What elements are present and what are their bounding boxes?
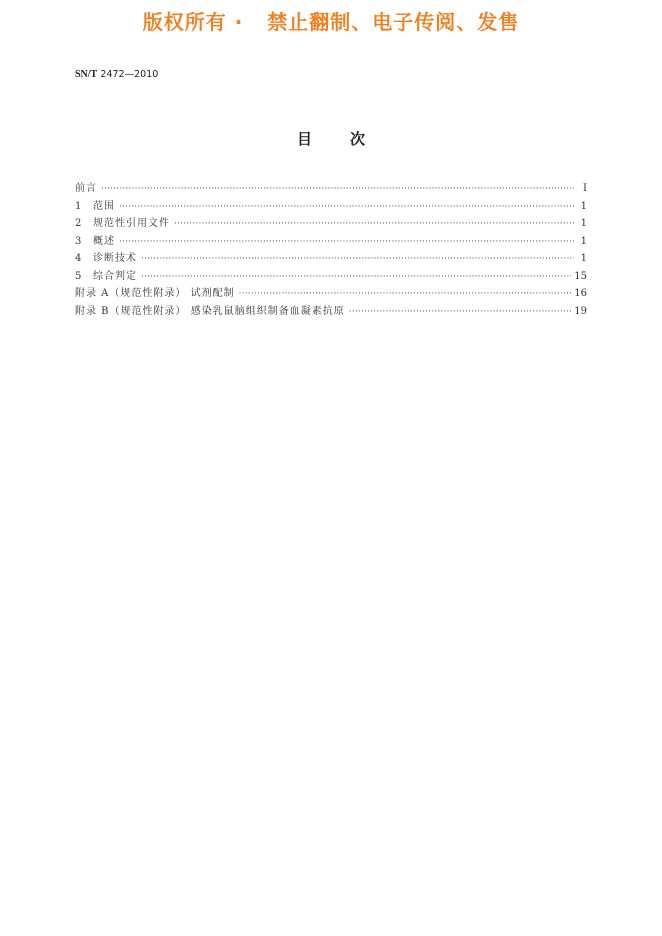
toc-entry-page: 1 [580, 218, 587, 229]
standard-code [75, 69, 158, 80]
toc-entry-5[interactable] [75, 268, 587, 286]
toc-entry-page: 16 [574, 288, 587, 299]
toc-leader-dots [119, 234, 574, 252]
toc-entry-label: 综合判定 [93, 270, 137, 282]
toc-leader-dots [141, 251, 574, 269]
toc-entry-number: 2 [75, 218, 82, 229]
toc-entry-label: 前言 [75, 183, 97, 194]
toc-entry-2[interactable] [75, 215, 587, 233]
toc-entry-page: 1 [580, 253, 587, 264]
toc-leader-dots [119, 199, 574, 217]
toc-entry-label: 附录 B（规范性附录） 感染乳鼠脑组织制备血凝素抗原 [75, 305, 345, 317]
toc-entry-page: 1 [580, 235, 587, 247]
toc-entry-label: 附录 A（规范性附录） 试剂配制 [75, 288, 235, 299]
toc-leader-dots [101, 181, 574, 199]
table-of-contents [75, 180, 587, 320]
toc-entry-page: 15 [574, 270, 587, 282]
toc-entry-1[interactable] [75, 198, 587, 216]
standard-code-number: 2472—2010 [100, 69, 159, 80]
page-title: 目次 [296, 130, 403, 148]
toc-entry-number: 1 [75, 200, 82, 212]
toc-entry-foreword[interactable] [75, 180, 587, 198]
toc-entry-appendix-b[interactable] [75, 303, 587, 321]
toc-entry-label: 范围 [93, 200, 115, 212]
toc-entry-3[interactable] [75, 233, 587, 251]
toc-entry-label: 规范性引用文件 [93, 218, 170, 229]
toc-entry-number: 4 [75, 253, 82, 264]
toc-entry-page: Ⅰ [583, 183, 587, 194]
toc-entry-number: 3 [75, 235, 82, 247]
toc-entry-page: 1 [580, 200, 587, 212]
toc-entry-appendix-a[interactable] [75, 285, 587, 303]
copyright-watermark: 版权所有 · 禁止翻制、电子传阅、发售 [142, 10, 520, 34]
standard-code-prefix: SN/T [75, 69, 98, 80]
toc-leader-dots [174, 216, 574, 234]
toc-entry-label: 诊断技术 [93, 253, 137, 264]
toc-entry-4[interactable] [75, 250, 587, 268]
toc-entry-number: 5 [75, 270, 82, 282]
toc-leader-dots [239, 286, 572, 304]
toc-entry-page: 19 [574, 305, 587, 317]
toc-leader-dots [349, 304, 572, 322]
toc-entry-label: 概述 [93, 235, 115, 247]
toc-leader-dots [141, 269, 571, 287]
